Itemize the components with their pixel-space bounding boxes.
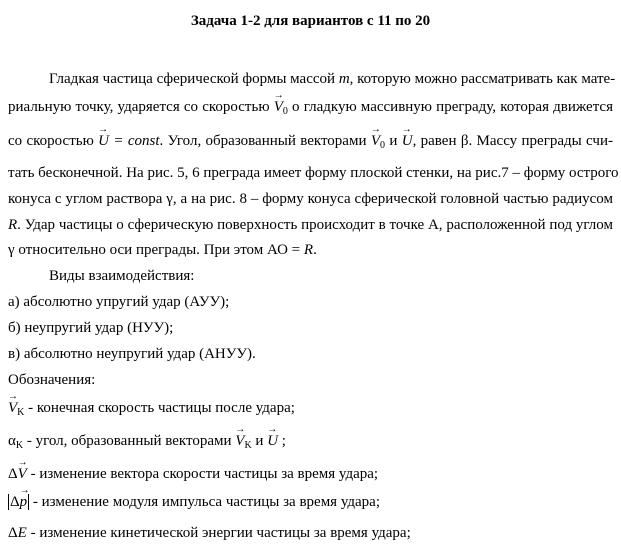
notation-delta-v: Δ→ V - изменение вектора скорости частицы за время удара; <box>8 465 378 483</box>
notation-delta-p: Δ→ p - изменение модуля импульса частицы за время удара; <box>8 493 380 511</box>
paragraph-line-7: γ относительно оси преграды. При этом АО = R. <box>8 242 317 258</box>
paragraph-line-3: со скоростью → U = const. Угол, образованный векторами → $V_0$ и → U, равен β. Массу преграды счи- <box>8 132 613 155</box>
paragraph-line-5: конуса с углом раствора γ, а на рис. 8 – форму конуса сферической головной частью радиусом <box>8 191 613 207</box>
notation-vk: → $V_K$ - конечная скорость частицы после удара; <box>8 399 295 422</box>
notation-delta-e: ΔE - изменение кинетической энергии частицы за время удара; <box>8 525 411 541</box>
paragraph-line-4: тать бесконечной. На рис. 5, 6 преграда имеет форму плоской стенки, на рис.7 – форму острого <box>8 165 619 181</box>
notation-heading: Обозначения: <box>8 372 96 388</box>
velocity-v0-symbol: → V <box>274 98 283 116</box>
velocity-u-symbol: → U <box>98 132 109 150</box>
notation-alpha: $\alpha_K$ - угол, образованный векторами → $V_K$ и → U ; <box>8 432 286 455</box>
interaction-type-b: б) неупругий удар (НУУ); <box>8 320 174 336</box>
interaction-type-a: а) абсолютно упругий удар (АУУ); <box>8 294 230 310</box>
page-title: Задача 1-2 для вариантов с 11 по 20 <box>190 13 431 29</box>
interaction-type-c: в) абсолютно неупругий удар (АНУУ). <box>8 346 256 362</box>
interaction-types-heading: Виды взаимодействия: <box>49 268 195 284</box>
paragraph-line-2: риальную точку, ударяется со скоростью → $V_0$ о гладкую массивную преграду, которая движется <box>8 98 613 121</box>
paragraph-line-1: Гладкая частица сферической формы массой m, которую можно рассматривать как мате- <box>49 71 616 87</box>
paragraph-line-6: R. Удар частицы о сферическую поверхность происходит в точке А, расположенной под углом <box>8 217 613 233</box>
